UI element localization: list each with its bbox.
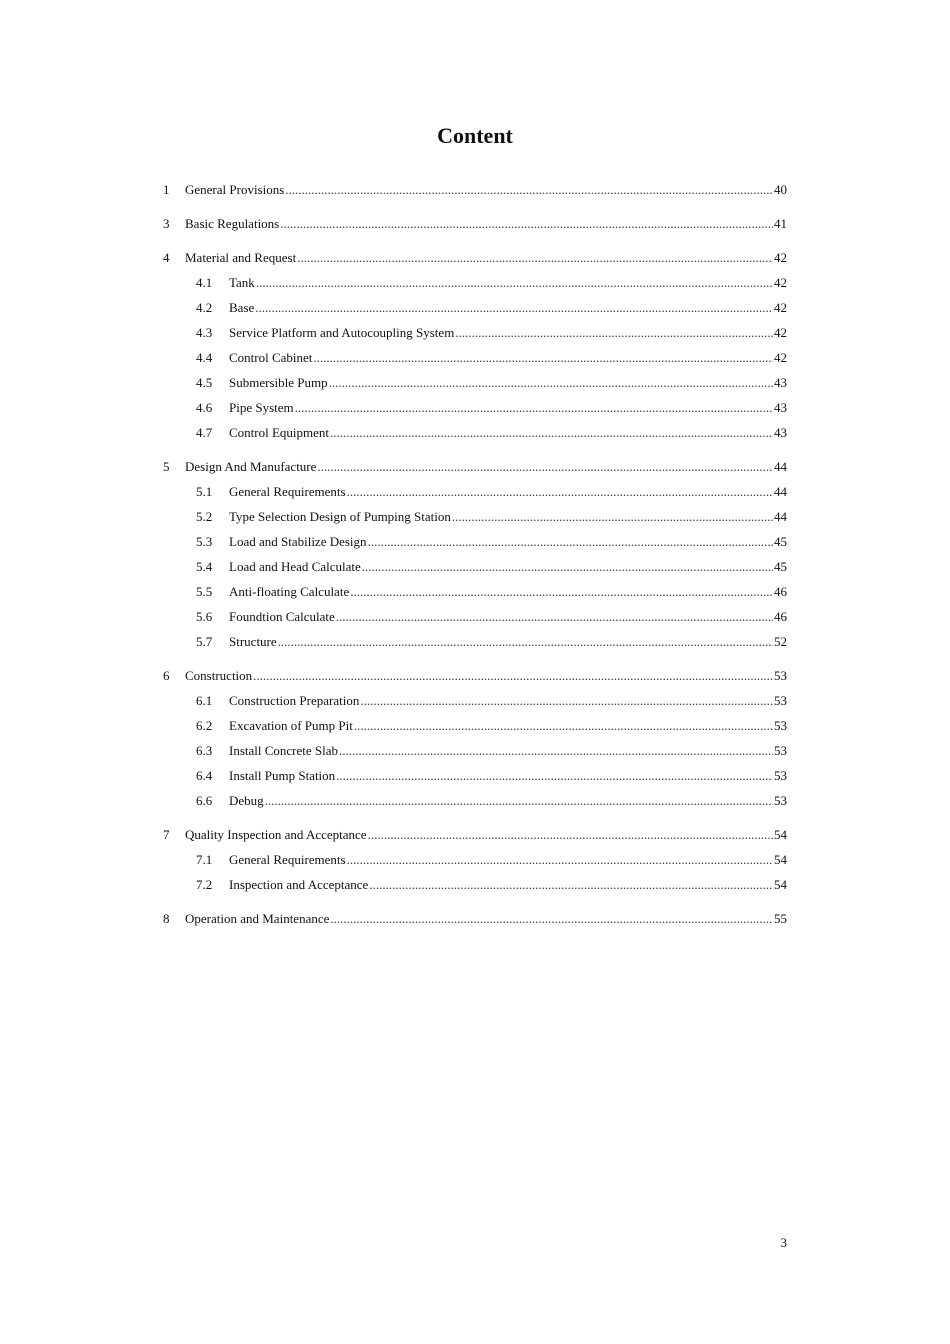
toc-chapter-number: 7	[163, 827, 170, 842]
toc-dot-leader	[347, 850, 773, 870]
toc-section-title: Tank	[229, 275, 255, 290]
toc-section-number: 4.6	[196, 400, 213, 415]
toc-section-number: 5.3	[196, 534, 213, 549]
toc-section-title: Excavation of Pump Pit	[229, 718, 353, 733]
toc-chapter-number: 6	[163, 668, 170, 683]
toc-section-number: 4.3	[196, 325, 213, 340]
toc-section-page: 53	[774, 793, 787, 808]
toc-section-page: 45	[774, 534, 787, 549]
toc-chapter-entry[interactable]	[163, 909, 787, 934]
toc-section-number: 5.6	[196, 609, 213, 624]
toc-chapter-entry[interactable]	[163, 180, 787, 205]
toc-section-page: 54	[774, 852, 787, 867]
toc-chapter-block	[163, 214, 787, 239]
toc-section-number: 6.4	[196, 768, 213, 783]
toc-section-number: 7.1	[196, 852, 213, 867]
toc-section-number: 5.5	[196, 584, 213, 599]
toc-section-number: 4.4	[196, 350, 213, 365]
toc-section-title: Control Equipment	[229, 425, 330, 440]
toc-chapter-block	[163, 666, 787, 816]
toc-chapter-block	[163, 909, 787, 934]
toc-section-number: 4.1	[196, 275, 213, 290]
toc-section-page: 43	[774, 400, 787, 415]
toc-chapter-entry[interactable]	[163, 248, 787, 273]
toc-dot-leader	[255, 298, 773, 318]
toc-chapter-title: Basic Regulations	[185, 216, 280, 231]
toc-chapter-block	[163, 457, 787, 657]
toc-chapter-page: 53	[774, 668, 787, 683]
toc-section-entry[interactable]	[163, 875, 787, 900]
toc-section-page: 46	[774, 584, 787, 599]
toc-section-title: Submersible Pump	[229, 375, 328, 390]
toc-chapter-number: 1	[163, 182, 170, 197]
toc-section-number: 5.1	[196, 484, 213, 499]
toc-section-number: 6.1	[196, 693, 213, 708]
toc-section-entry[interactable]	[163, 582, 787, 607]
toc-section-page: 42	[774, 325, 787, 340]
toc-dot-leader	[285, 180, 773, 200]
toc-section-number: 4.2	[196, 300, 213, 315]
toc-dot-leader	[368, 532, 773, 552]
toc-section-title: Load and Stabilize Design	[229, 534, 367, 549]
toc-section-entry[interactable]	[163, 323, 787, 348]
toc-chapter-title: General Provisions	[185, 182, 285, 197]
toc-dot-leader	[330, 909, 773, 929]
toc-section-entry[interactable]	[163, 741, 787, 766]
toc-section-entry[interactable]	[163, 348, 787, 373]
toc-section-entry[interactable]	[163, 607, 787, 632]
toc-chapter-page: 44	[774, 459, 787, 474]
toc-dot-leader	[339, 741, 773, 761]
toc-section-page: 54	[774, 877, 787, 892]
toc-chapter-entry[interactable]	[163, 666, 787, 691]
toc-section-entry[interactable]	[163, 507, 787, 532]
toc-section-page: 46	[774, 609, 787, 624]
toc-section-title: Structure	[229, 634, 277, 649]
toc-dot-leader	[360, 691, 773, 711]
toc-section-number: 5.7	[196, 634, 213, 649]
toc-chapter-number: 5	[163, 459, 170, 474]
toc-dot-leader	[452, 507, 773, 527]
toc-section-title: Inspection and Acceptance	[229, 877, 369, 892]
toc-section-number: 4.7	[196, 425, 213, 440]
toc-section-entry[interactable]	[163, 373, 787, 398]
toc-dot-leader	[253, 666, 773, 686]
toc-chapter-block	[163, 825, 787, 900]
toc-section-number: 6.6	[196, 793, 213, 808]
toc-dot-leader	[347, 482, 773, 502]
toc-section-title: Service Platform and Autocoupling System	[229, 325, 455, 340]
toc-dot-leader	[278, 632, 773, 652]
toc-chapter-page: 55	[774, 911, 787, 926]
toc-section-number: 5.2	[196, 509, 213, 524]
toc-dot-leader	[317, 457, 773, 477]
toc-section-page: 52	[774, 634, 787, 649]
toc-section-page: 45	[774, 559, 787, 574]
page-title: Content	[437, 123, 513, 148]
toc-section-entry[interactable]	[163, 791, 787, 816]
toc-dot-leader	[336, 607, 773, 627]
toc-dot-leader	[297, 248, 773, 268]
toc-dot-leader	[354, 716, 773, 736]
toc-section-number: 4.5	[196, 375, 213, 390]
toc-section-title: Load and Head Calculate	[229, 559, 361, 574]
toc-chapter-title: Material and Request	[185, 250, 297, 265]
toc-section-page: 44	[774, 484, 787, 499]
toc-dot-leader	[330, 423, 773, 443]
toc-chapter-page: 41	[774, 216, 787, 231]
toc-section-entry[interactable]	[163, 557, 787, 582]
toc-section-title: Construction Preparation	[229, 693, 360, 708]
toc-section-entry[interactable]	[163, 850, 787, 875]
toc-section-page: 42	[774, 275, 787, 290]
toc-dot-leader	[256, 273, 773, 293]
toc-dot-leader	[280, 214, 773, 234]
toc-chapter-block	[163, 180, 787, 205]
toc-section-page: 53	[774, 718, 787, 733]
toc-section-title: Anti-floating Calculate	[229, 584, 350, 599]
toc-dot-leader	[336, 766, 773, 786]
toc-section-entry[interactable]	[163, 532, 787, 557]
toc-section-title: Debug	[229, 793, 264, 808]
toc-section-title: General Requirements	[229, 484, 346, 499]
toc-section-entry[interactable]	[163, 298, 787, 323]
toc-dot-leader	[362, 557, 773, 577]
toc-section-entry[interactable]	[163, 423, 787, 448]
toc-dot-leader	[455, 323, 773, 343]
toc-section-page: 43	[774, 375, 787, 390]
toc-section-entry[interactable]	[163, 691, 787, 716]
toc-section-title: Control Cabinet	[229, 350, 313, 365]
toc-chapter-entry[interactable]	[163, 457, 787, 482]
toc-section-number: 6.2	[196, 718, 213, 733]
toc-dot-leader	[369, 875, 773, 895]
toc-section-page: 43	[774, 425, 787, 440]
toc-section-title: General Requirements	[229, 852, 346, 867]
toc-section-page: 53	[774, 743, 787, 758]
toc-chapter-page: 54	[774, 827, 787, 842]
toc-chapter-title: Design And Manufacture	[185, 459, 317, 474]
toc-chapter-page: 40	[774, 182, 787, 197]
toc-chapter-title: Operation and Maintenance	[185, 911, 330, 926]
toc-section-title: Base	[229, 300, 255, 315]
toc-dot-leader	[313, 348, 773, 368]
toc-chapter-number: 8	[163, 911, 170, 926]
toc-section-title: Install Pump Station	[229, 768, 336, 783]
toc-section-page: 42	[774, 350, 787, 365]
toc-chapter-entry[interactable]	[163, 825, 787, 850]
toc-dot-leader	[368, 825, 773, 845]
table-of-contents	[163, 180, 787, 943]
toc-chapter-title: Quality Inspection and Acceptance	[185, 827, 367, 842]
toc-section-number: 6.3	[196, 743, 213, 758]
toc-section-entry[interactable]	[163, 273, 787, 298]
toc-chapter-entry[interactable]	[163, 214, 787, 239]
toc-dot-leader	[350, 582, 773, 602]
toc-section-entry[interactable]	[163, 398, 787, 423]
toc-dot-leader	[329, 373, 773, 393]
toc-section-page: 42	[774, 300, 787, 315]
toc-section-title: Foundtion Calculate	[229, 609, 335, 624]
toc-section-title: Pipe System	[229, 400, 294, 415]
toc-chapter-page: 42	[774, 250, 787, 265]
toc-section-number: 7.2	[196, 877, 213, 892]
toc-dot-leader	[295, 398, 773, 418]
toc-section-page: 44	[774, 509, 787, 524]
toc-section-entry[interactable]	[163, 482, 787, 507]
toc-dot-leader	[265, 791, 773, 811]
toc-section-entry[interactable]	[163, 716, 787, 741]
toc-chapter-title: Construction	[185, 668, 253, 683]
toc-chapter-number: 3	[163, 216, 170, 231]
toc-section-page: 53	[774, 768, 787, 783]
toc-section-page: 53	[774, 693, 787, 708]
toc-section-title: Install Concrete Slab	[229, 743, 339, 758]
toc-section-title: Type Selection Design of Pumping Station	[229, 509, 451, 524]
page-number: 3	[780, 1235, 787, 1250]
toc-section-number: 5.4	[196, 559, 213, 574]
toc-section-entry[interactable]	[163, 766, 787, 791]
toc-chapter-block	[163, 248, 787, 448]
toc-section-entry[interactable]	[163, 632, 787, 657]
toc-chapter-number: 4	[163, 250, 170, 265]
